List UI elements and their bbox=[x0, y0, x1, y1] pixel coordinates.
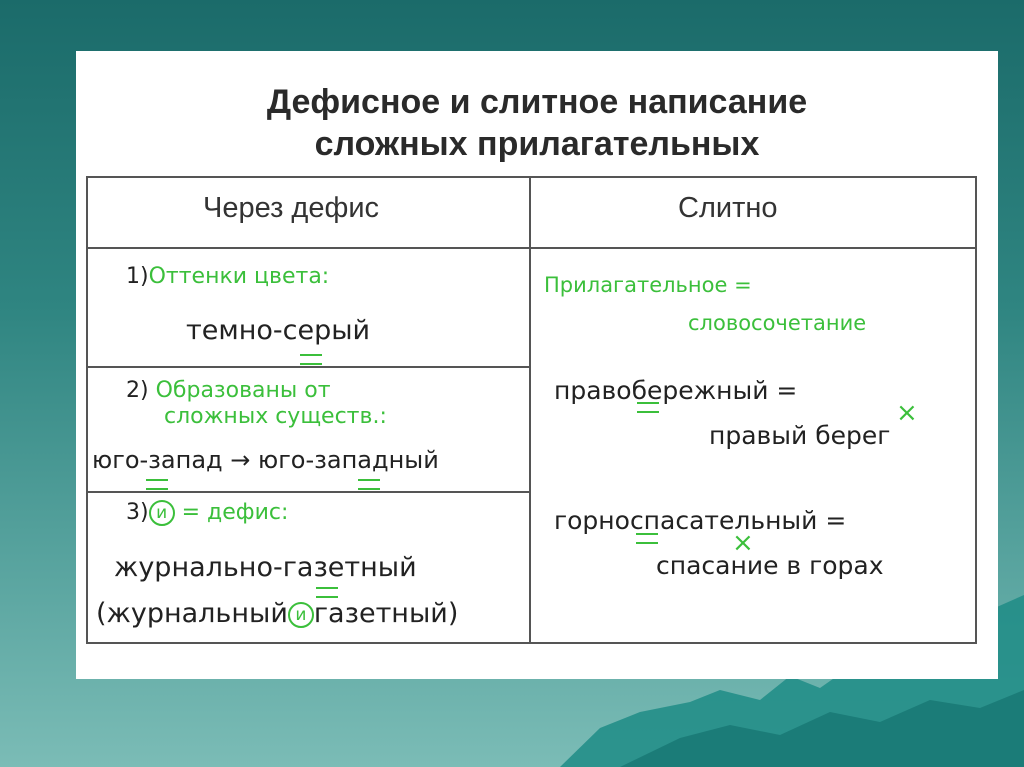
right-rule-line2: словосочетание bbox=[688, 311, 867, 335]
row1-rule bbox=[126, 264, 329, 289]
right-rule-line1: Прилагательное = bbox=[544, 273, 752, 297]
hyphen-underline-mark bbox=[300, 354, 322, 365]
row2-example: юго-запад → юго-западный bbox=[92, 446, 439, 474]
right-example2-line1: горноспасательный = bbox=[554, 506, 847, 535]
conjunction-circle: и bbox=[149, 500, 175, 526]
column-header-solid: Слитно bbox=[678, 192, 778, 224]
header-divider bbox=[88, 247, 975, 249]
row2-divider bbox=[88, 491, 529, 493]
vowel-underline-mark bbox=[637, 402, 659, 413]
hyphen-underline-mark bbox=[358, 479, 380, 490]
row3-example2-start: (журнальный bbox=[96, 598, 288, 629]
stress-cross-icon: × bbox=[896, 398, 918, 428]
row1-divider bbox=[88, 366, 529, 368]
hyphen-underline-mark bbox=[316, 587, 338, 598]
column-header-hyphen: Через дефис bbox=[203, 192, 380, 224]
right-example2-line2: спасание в горах bbox=[656, 551, 884, 580]
row3-example: журнально-газетный bbox=[114, 552, 417, 583]
right-example1-line1: правобережный = bbox=[554, 376, 798, 405]
slide-title bbox=[76, 81, 998, 165]
row2-number: 2) bbox=[126, 378, 149, 403]
row2-rule bbox=[126, 378, 331, 403]
hyphen-underline-mark bbox=[146, 479, 168, 490]
slide-content bbox=[76, 51, 998, 679]
row1-example: темно-серый bbox=[186, 315, 371, 346]
stress-cross-icon: × bbox=[732, 528, 754, 558]
vowel-underline-mark bbox=[636, 533, 658, 544]
row3-number: 3) bbox=[126, 500, 149, 525]
row1-number: 1) bbox=[126, 264, 149, 289]
title-line-2: сложных прилагательных bbox=[314, 125, 760, 163]
row3-example2-end: газетный) bbox=[313, 598, 459, 629]
rules-table bbox=[86, 176, 977, 644]
row3-example2 bbox=[96, 598, 458, 629]
row3-rule-text: = дефис: bbox=[181, 500, 289, 525]
row1-rule-text: Оттенки цвета: bbox=[148, 264, 330, 289]
title-line-1: Дефисное и слитное написание bbox=[266, 83, 808, 121]
right-example1-line2: правый берег bbox=[709, 421, 891, 450]
row2-rule-line2: сложных существ.: bbox=[164, 404, 387, 429]
row3-rule bbox=[126, 500, 288, 526]
row2-rule-line1: Образованы от bbox=[155, 378, 331, 403]
conjunction-circle: и bbox=[288, 602, 314, 628]
